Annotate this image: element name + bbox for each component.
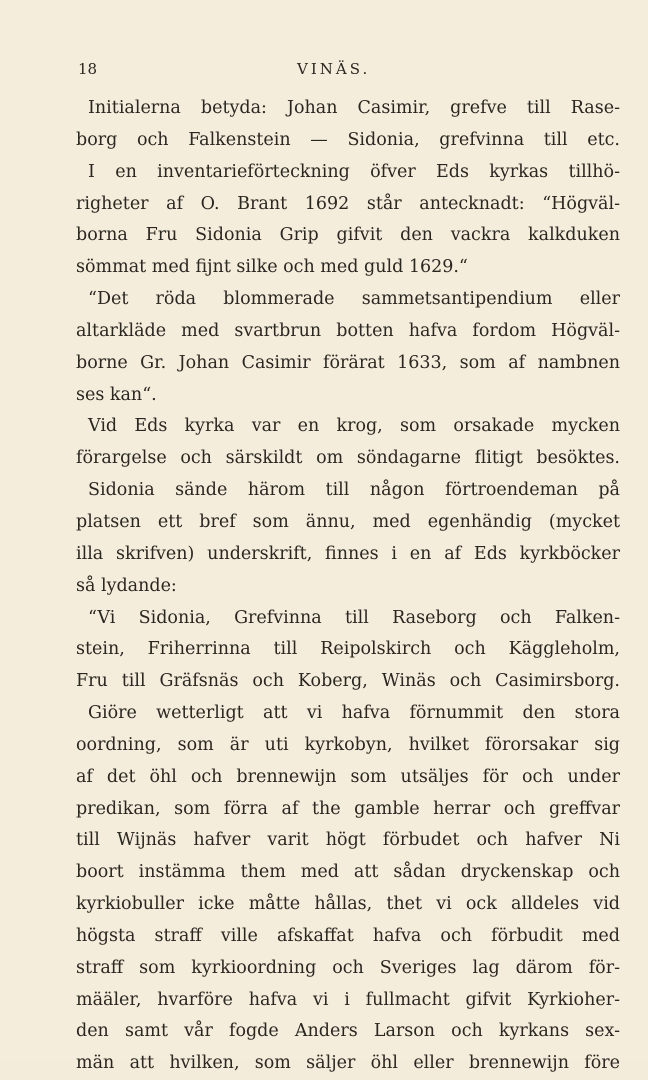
text-line: Giöre wetterligt att vi hafva förnummit den stora: [88, 703, 620, 724]
text-line: kyrkiobuller icke måtte hållas, thet vi ock alldeles vid: [76, 894, 620, 915]
text-line: righeter af O. Brant 1692 står antecknadt: “Högväl-: [76, 193, 620, 214]
running-title: VINÄS.: [297, 60, 371, 78]
text-line: Fru till Gräfsnäs och Koberg, Winäs och Casimirsborg.: [76, 671, 620, 692]
text-line: stein, Friherrinna till Reipolskirch och Käggleholm,: [76, 639, 620, 660]
text-line: så lydande:: [76, 575, 177, 596]
text-line: “Det röda blommerade sammetsantipendium eller: [88, 289, 620, 310]
text-line: högsta straff ville afskaffat hafva och förbudit med: [76, 925, 620, 946]
text-line: Sidonia sände härom till någon förtroendeman på: [88, 480, 620, 501]
text-line: till Wijnäs hafver varit högt förbudet och hafver Ni: [76, 830, 620, 851]
text-line: den samt vår fogde Anders Larson och kyrkans sex-: [76, 1021, 620, 1042]
text-line: oordning, som är uti kyrkobyn, hvilket förorsakar sig: [76, 734, 620, 755]
text-line: sömmat med fijnt silke och med guld 1629.“: [76, 257, 468, 278]
text-line: I en inventarieförteckning öfver Eds kyrkas tillhö-: [88, 161, 620, 182]
text-line: borg och Falkenstein — Sidonia, grefvinna till etc.: [76, 129, 620, 150]
text-line: Initialerna betyda: Johan Casimir, grefve till Rase-: [88, 98, 620, 118]
body-text: [76, 93, 620, 1080]
text-line: borna Fru Sidonia Grip gifvit den vackra kalkduken: [76, 225, 620, 246]
text-line: boort instämma them med att sådan dryckenskap och: [76, 862, 620, 883]
text-line: määler, hvarföre hafva vi i fullmacht gifvit Kyrkioher-: [76, 989, 620, 1010]
page-number: 18: [78, 60, 98, 78]
text-line: ses kan“.: [76, 384, 157, 405]
text-line: män att hvilken, som säljer öhl eller brennewijn före: [76, 1053, 620, 1074]
text-line: förargelse och särskildt om söndagarne flitigt besöktes.: [76, 448, 620, 469]
text-line: predikan, som förra af the gamble herrar och greffvar: [76, 798, 620, 819]
text-line: “Vi Sidonia, Grefvinna till Raseborg och Falken-: [88, 607, 620, 628]
text-line: altarkläde med svartbrun botten hafva fordom Högväl-: [76, 320, 620, 341]
text-line: platsen ett bref som ännu, med egenhändig (mycket: [76, 511, 620, 532]
text-line: borne Gr. Johan Casimir förärat 1633, som af nambnen: [76, 352, 620, 373]
text-line: Vid Eds kyrka var en krog, som orsakade mycken: [88, 416, 620, 437]
text-line: illa skrifven) underskrift, finnes i en af Eds kyrkböcker: [76, 543, 620, 564]
text-line: af det öhl och brennewijn som utsäljes för och under: [76, 766, 620, 787]
text-line: straff som kyrkioordning och Sveriges lag därom för-: [76, 957, 620, 978]
